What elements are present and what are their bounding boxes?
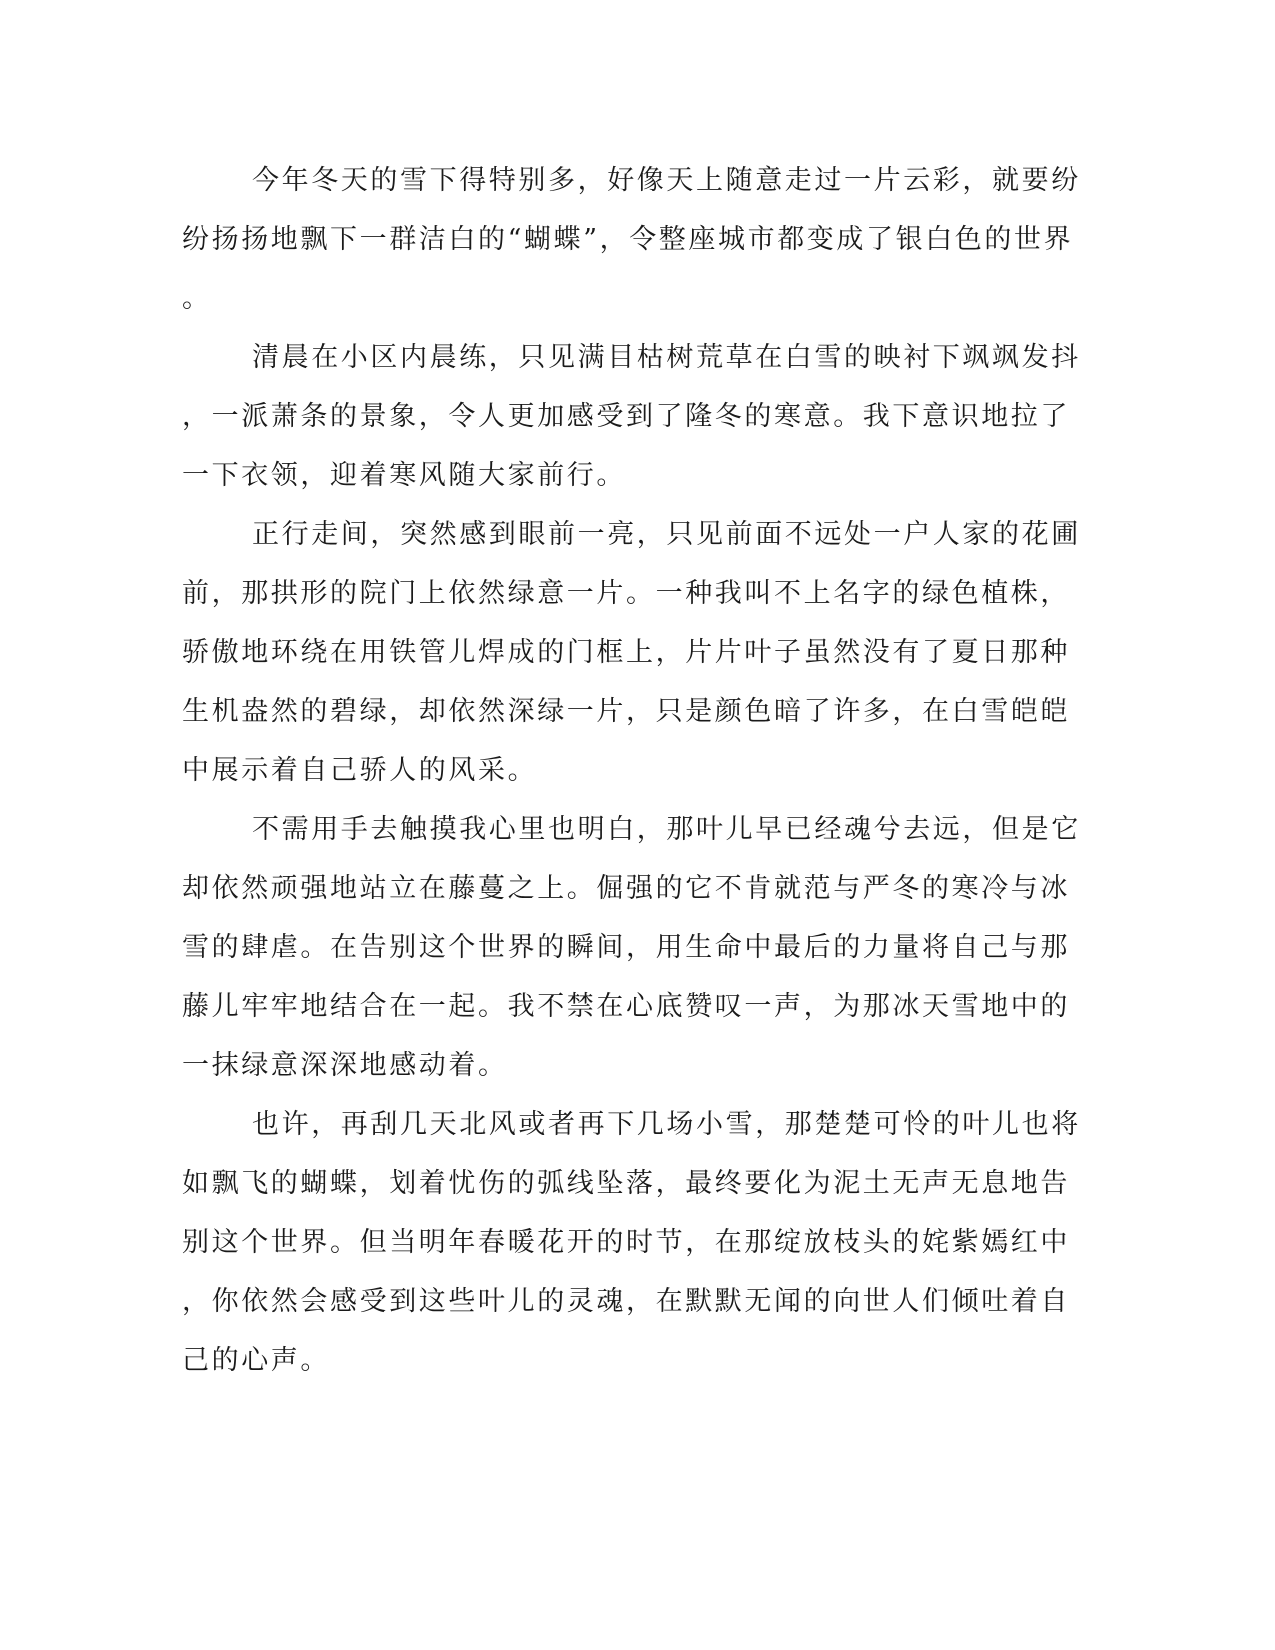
paragraph-4 (182, 800, 1081, 1095)
text-line: 雪的肆虐。在告别这个世界的瞬间，用生命中最后的力量将自己与那 (182, 932, 1070, 963)
text-line: 前，那拱形的院门上依然绿意一片。一种我叫不上名字的绿色植株， (182, 578, 1070, 609)
document-body (182, 151, 1081, 1390)
text-line: 不需用手去触摸我心里也明白，那叶儿早已经魂兮去远，但是它 (252, 814, 1081, 845)
text-line: 也许，再刮几天北风或者再下几场小雪，那楚楚可怜的叶儿也将 (252, 1109, 1081, 1140)
text-line: 如飘飞的蝴蝶，划着忧伤的弧线坠落，最终要化为泥土无声无息地告 (182, 1168, 1070, 1199)
text-line: 己的心声。 (182, 1345, 330, 1376)
paragraph-5 (182, 1095, 1081, 1390)
text-line: 一抹绿意深深地感动着。 (182, 1050, 508, 1081)
text-line: ，一派萧条的景象，令人更加感受到了隆冬的寒意。我下意识地拉了 (182, 401, 1070, 432)
text-line: 。 (182, 283, 212, 314)
text-line: 一下衣领，迎着寒风随大家前行。 (182, 460, 626, 491)
text-line: ，你依然会感受到这些叶儿的灵魂，在默默无闻的向世人们倾吐着自 (182, 1286, 1070, 1317)
text-line: 骄傲地环绕在用铁管儿焊成的门框上，片片叶子虽然没有了夏日那种 (182, 637, 1070, 668)
text-line: 纷扬扬地飘下一群洁白的“蝴蝶”，令整座城市都变成了银白色的世界 (182, 224, 1074, 255)
paragraph-3 (182, 505, 1081, 800)
text-line: 今年冬天的雪下得特别多，好像天上随意走过一片云彩，就要纷 (252, 165, 1081, 196)
text-line: 清晨在小区内晨练，只见满目枯树荒草在白雪的映衬下飒飒发抖 (252, 342, 1081, 373)
paragraph-2 (182, 328, 1081, 505)
text-line: 生机盎然的碧绿，却依然深绿一片，只是颜色暗了许多，在白雪皑皑 (182, 696, 1070, 727)
paragraph-1 (182, 151, 1081, 328)
text-line: 正行走间，突然感到眼前一亮，只见前面不远处一户人家的花圃 (252, 519, 1081, 550)
text-line: 别这个世界。但当明年春暖花开的时节，在那绽放枝头的姹紫嫣红中 (182, 1227, 1070, 1258)
text-line: 却依然顽强地站立在藤蔓之上。倔强的它不肯就范与严冬的寒冷与冰 (182, 873, 1070, 904)
text-line: 中展示着自己骄人的风采。 (182, 755, 538, 786)
text-line: 藤儿牢牢地结合在一起。我不禁在心底赞叹一声，为那冰天雪地中的 (182, 991, 1070, 1022)
